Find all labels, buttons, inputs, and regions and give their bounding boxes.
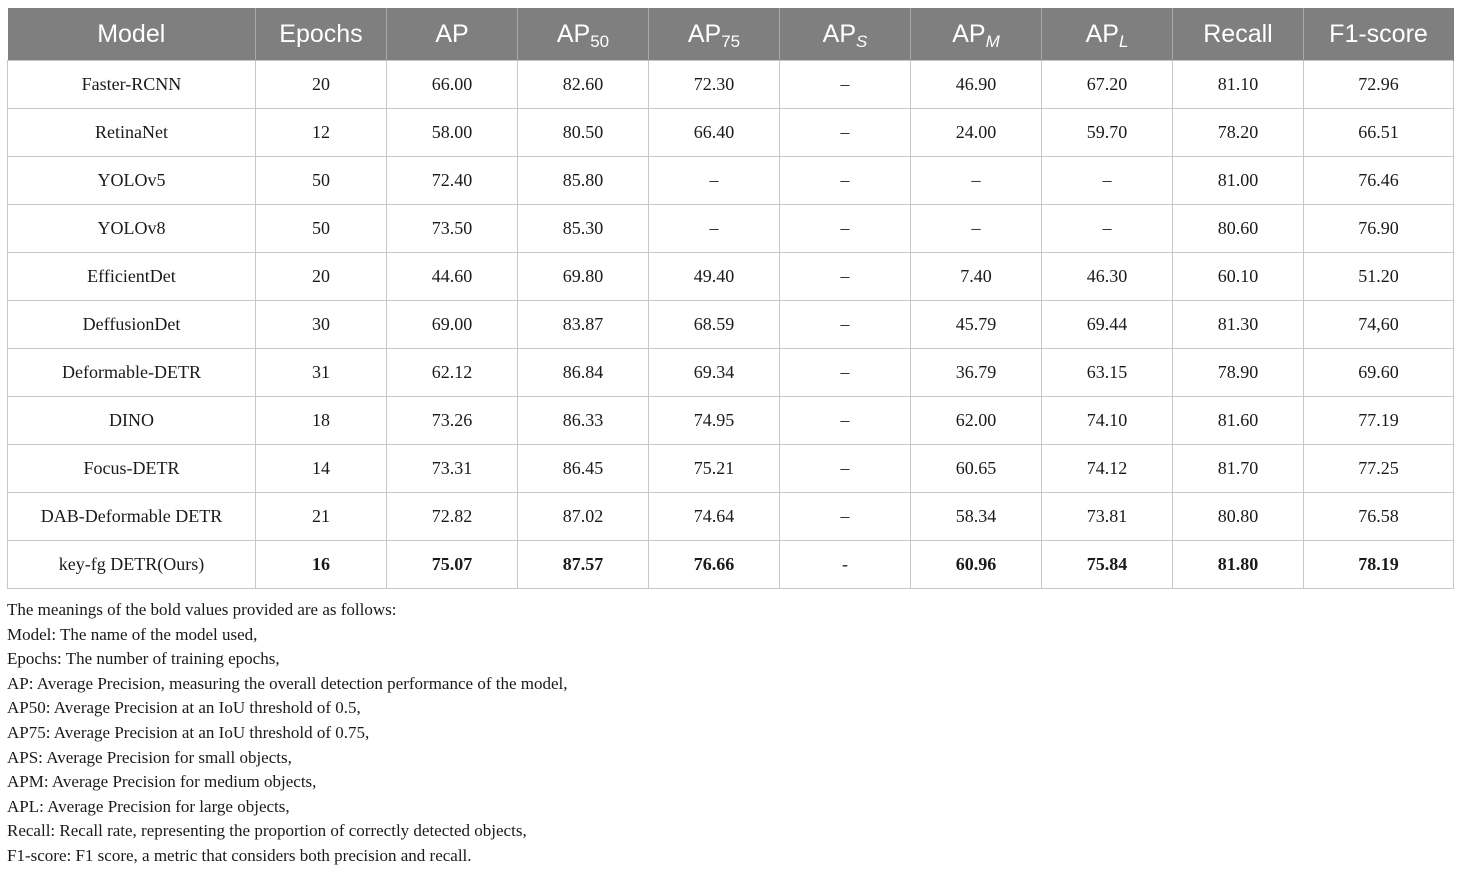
table-cell: 87.57 xyxy=(518,541,649,589)
model-name-cell: DeffusionDet xyxy=(8,301,256,349)
table-cell: 77.19 xyxy=(1304,397,1454,445)
table-cell: 72.30 xyxy=(649,61,780,109)
column-header xyxy=(256,9,387,61)
model-name-cell: key-fg DETR(Ours) xyxy=(8,541,256,589)
table-cell: 36.79 xyxy=(911,349,1042,397)
table-cell: 14 xyxy=(256,445,387,493)
table-cell: 18 xyxy=(256,397,387,445)
table-row xyxy=(8,157,1454,205)
table-cell: 69.00 xyxy=(387,301,518,349)
column-header-label: AP xyxy=(822,20,856,48)
table-cell: 73.81 xyxy=(1042,493,1173,541)
table-cell: – xyxy=(780,397,911,445)
footnote-line: AP: Average Precision, measuring the overall detection performance of the model, xyxy=(7,673,568,693)
footnote-line: AP75: Average Precision at an IoU threshold of 0.75, xyxy=(7,722,370,742)
table-cell: 60.96 xyxy=(911,541,1042,589)
column-header xyxy=(780,9,911,61)
footnote-line: APL: Average Precision for large objects, xyxy=(7,796,290,816)
footnote-line: The meanings of the bold values provided are as follows: xyxy=(7,600,397,619)
table-cell: 81.60 xyxy=(1173,397,1304,445)
model-name-cell: DINO xyxy=(8,397,256,445)
table-cell: 72.40 xyxy=(387,157,518,205)
table-cell: 12 xyxy=(256,109,387,157)
table-cell: 85.80 xyxy=(518,157,649,205)
table-cell: 31 xyxy=(256,349,387,397)
table-cell: 75.84 xyxy=(1042,541,1173,589)
table-cell: 62.12 xyxy=(387,349,518,397)
table-cell: 58.34 xyxy=(911,493,1042,541)
table-cell: – xyxy=(649,205,780,253)
model-name-cell: YOLOv8 xyxy=(8,205,256,253)
table-cell: 73.50 xyxy=(387,205,518,253)
footnote-line: F1-score: F1 score, a metric that considers both precision and recall. xyxy=(7,845,472,865)
column-header-label: Model xyxy=(97,20,166,48)
table-cell: 75.21 xyxy=(649,445,780,493)
table-cell: – xyxy=(780,205,911,253)
table-cell: 49.40 xyxy=(649,253,780,301)
model-name-cell: Deformable-DETR xyxy=(8,349,256,397)
table-cell: 85.30 xyxy=(518,205,649,253)
table-cell: 66.00 xyxy=(387,61,518,109)
column-header xyxy=(911,9,1042,61)
column-header-label: AP xyxy=(556,20,591,48)
table-cell: 7.40 xyxy=(911,253,1042,301)
table-cell: 81.10 xyxy=(1173,61,1304,109)
table-row xyxy=(8,109,1454,157)
table-cell: – xyxy=(911,205,1042,253)
table-cell: 87.02 xyxy=(518,493,649,541)
table-header-row xyxy=(8,9,1454,61)
column-header-label: Epochs xyxy=(279,20,363,48)
table-cell: 51.20 xyxy=(1304,253,1454,301)
table-cell: 86.33 xyxy=(518,397,649,445)
table-cell: 80.80 xyxy=(1173,493,1304,541)
footnote-line: Recall: Recall rate, representing the proportion of correctly detected objects, xyxy=(7,821,527,841)
table-cell: 78.90 xyxy=(1173,349,1304,397)
table-cell: 66.40 xyxy=(649,109,780,157)
column-header xyxy=(1173,9,1304,61)
table-cell: 80.60 xyxy=(1173,205,1304,253)
footnote-line: AP50: Average Precision at an IoU threshold of 0.5, xyxy=(7,698,361,718)
table-cell: 77.25 xyxy=(1304,445,1454,493)
table-cell: – xyxy=(911,157,1042,205)
table-cell: 86.45 xyxy=(518,445,649,493)
table-cell: 16 xyxy=(256,541,387,589)
table-body xyxy=(8,61,1454,589)
table-cell: 46.30 xyxy=(1042,253,1173,301)
column-header-label: F1-score xyxy=(1329,20,1428,48)
table-cell: 72.96 xyxy=(1304,61,1454,109)
footnote-line: APS: Average Precision for small objects, xyxy=(7,747,292,767)
table-cell: 74.95 xyxy=(649,397,780,445)
column-header-subscript: S xyxy=(856,32,868,51)
table-row xyxy=(8,253,1454,301)
table-cell: 86.84 xyxy=(518,349,649,397)
table-cell: – xyxy=(780,493,911,541)
table-cell: – xyxy=(780,445,911,493)
column-header-label: AP xyxy=(1085,20,1119,48)
table-cell: 78.19 xyxy=(1304,541,1454,589)
table-cell: 67.20 xyxy=(1042,61,1173,109)
column-header xyxy=(1304,9,1454,61)
table-cell: 72.82 xyxy=(387,493,518,541)
table-row xyxy=(8,397,1454,445)
table-cell: – xyxy=(1042,205,1173,253)
table-row xyxy=(8,349,1454,397)
column-header-subscript: 50 xyxy=(590,32,610,51)
table-cell: 76.90 xyxy=(1304,205,1454,253)
table-cell: – xyxy=(649,157,780,205)
table-cell: 68.59 xyxy=(649,301,780,349)
table-cell: 81.80 xyxy=(1173,541,1304,589)
column-header xyxy=(518,9,649,61)
table-cell: 81.30 xyxy=(1173,301,1304,349)
column-header-subscript: L xyxy=(1118,32,1129,51)
table-cell: 69.60 xyxy=(1304,349,1454,397)
table-cell: – xyxy=(780,349,911,397)
table-cell: 58.00 xyxy=(387,109,518,157)
table-cell: 69.44 xyxy=(1042,301,1173,349)
table-cell: 74,60 xyxy=(1304,301,1454,349)
table-cell: 74.10 xyxy=(1042,397,1173,445)
table-footnotes xyxy=(7,598,1447,869)
table-cell: – xyxy=(780,253,911,301)
column-header-subscript: 75 xyxy=(721,32,741,51)
table-cell: 46.90 xyxy=(911,61,1042,109)
table-cell: 21 xyxy=(256,493,387,541)
table-cell: 74.12 xyxy=(1042,445,1173,493)
table-cell: – xyxy=(780,109,911,157)
table-row xyxy=(8,445,1454,493)
table-cell: 30 xyxy=(256,301,387,349)
results-table-container xyxy=(7,8,1453,589)
table-cell: 20 xyxy=(256,253,387,301)
table-row xyxy=(8,205,1454,253)
table-cell: 73.31 xyxy=(387,445,518,493)
table-cell: 82.60 xyxy=(518,61,649,109)
model-name-cell: Focus-DETR xyxy=(8,445,256,493)
footnote-line: Epochs: The number of training epochs, xyxy=(7,649,280,669)
table-cell: 74.64 xyxy=(649,493,780,541)
table-cell: 24.00 xyxy=(911,109,1042,157)
model-name-cell: DAB-Deformable DETR xyxy=(8,493,256,541)
table-cell: 60.10 xyxy=(1173,253,1304,301)
table-cell: 69.80 xyxy=(518,253,649,301)
table-cell: 81.00 xyxy=(1173,157,1304,205)
model-name-cell: RetinaNet xyxy=(8,109,256,157)
table-cell: 59.70 xyxy=(1042,109,1173,157)
table-cell: – xyxy=(1042,157,1173,205)
column-header-label: AP xyxy=(952,20,986,48)
table-cell: 73.26 xyxy=(387,397,518,445)
table-cell: 63.15 xyxy=(1042,349,1173,397)
table-row xyxy=(8,61,1454,109)
table-cell: 66.51 xyxy=(1304,109,1454,157)
model-name-cell: EfficientDet xyxy=(8,253,256,301)
table-cell: 81.70 xyxy=(1173,445,1304,493)
column-header xyxy=(8,9,256,61)
footnote-line: Model: The name of the model used, xyxy=(7,624,258,644)
column-header-label: AP xyxy=(687,20,722,48)
table-cell: - xyxy=(780,541,911,589)
column-header xyxy=(387,9,518,61)
column-header-label: Recall xyxy=(1203,20,1273,48)
table-cell: 45.79 xyxy=(911,301,1042,349)
table-cell: 76.66 xyxy=(649,541,780,589)
column-header-subscript: M xyxy=(985,32,1000,51)
table-cell: 20 xyxy=(256,61,387,109)
table-row xyxy=(8,493,1454,541)
table-cell: 50 xyxy=(256,157,387,205)
table-cell: 44.60 xyxy=(387,253,518,301)
table-cell: 50 xyxy=(256,205,387,253)
results-table xyxy=(7,8,1454,589)
column-header xyxy=(649,9,780,61)
column-header-label: AP xyxy=(435,20,469,48)
table-cell: 60.65 xyxy=(911,445,1042,493)
table-cell: – xyxy=(780,301,911,349)
table-cell: 76.46 xyxy=(1304,157,1454,205)
table-cell: 75.07 xyxy=(387,541,518,589)
column-header xyxy=(1042,9,1173,61)
footnote-line: APM: Average Precision for medium objects, xyxy=(7,772,317,792)
table-row xyxy=(8,541,1454,589)
table-cell: – xyxy=(780,157,911,205)
table-cell: – xyxy=(780,61,911,109)
table-cell: 78.20 xyxy=(1173,109,1304,157)
table-cell: 83.87 xyxy=(518,301,649,349)
model-name-cell: YOLOv5 xyxy=(8,157,256,205)
table-cell: 76.58 xyxy=(1304,493,1454,541)
model-name-cell: Faster-RCNN xyxy=(8,61,256,109)
table-cell: 69.34 xyxy=(649,349,780,397)
table-cell: 62.00 xyxy=(911,397,1042,445)
table-cell: 80.50 xyxy=(518,109,649,157)
table-row xyxy=(8,301,1454,349)
